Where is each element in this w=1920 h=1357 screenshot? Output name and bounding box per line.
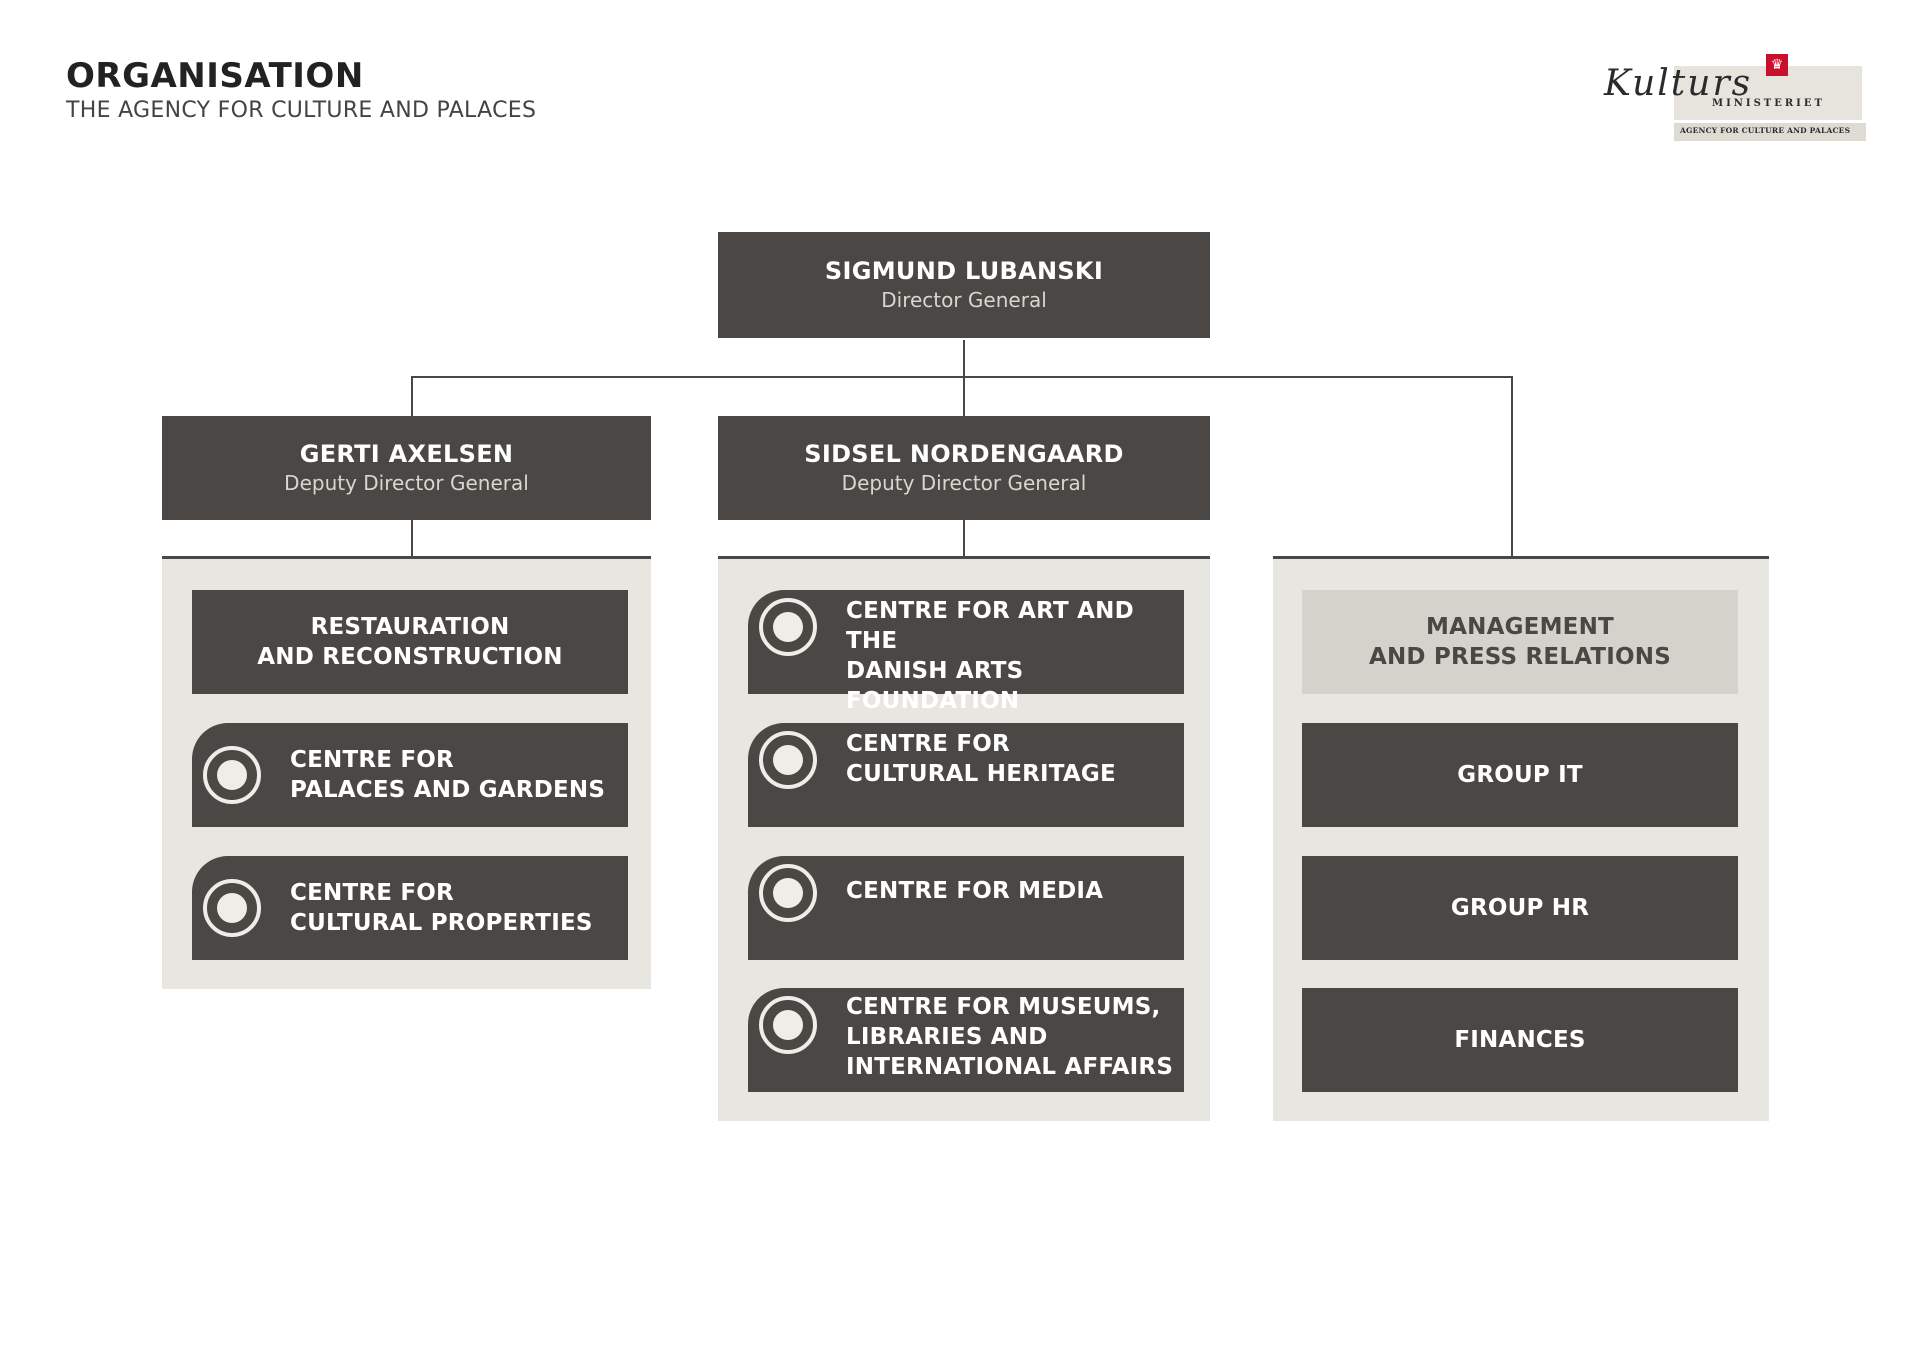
director-role: Director General xyxy=(881,288,1047,312)
unit-label: CENTRE FOR PALACES AND GARDENS xyxy=(290,747,606,803)
director-box xyxy=(718,232,1210,338)
page-subtitle: THE AGENCY FOR CULTURE AND PALACES xyxy=(66,98,537,123)
unit-label: CENTRE FOR MEDIA xyxy=(846,878,1104,904)
crown-icon: ♛ xyxy=(1766,54,1788,76)
centre-box xyxy=(192,856,628,960)
centre-ring-icon xyxy=(759,731,817,789)
unit-label: GROUP HR xyxy=(1450,895,1590,921)
unit-label: CENTRE FOR CULTURAL PROPERTIES xyxy=(290,880,593,936)
page-title: ORGANISATION xyxy=(66,56,364,96)
unit-box xyxy=(1302,988,1738,1092)
centre-ring-icon xyxy=(759,996,817,1054)
deputy-role: Deputy Director General xyxy=(284,471,529,495)
unit-label: CENTRE FOR ART AND THE DANISH ARTS FOUNDATION xyxy=(846,598,1134,714)
centre-box xyxy=(748,856,1184,960)
connector-middle-panel xyxy=(963,520,965,558)
centre-box xyxy=(192,723,628,827)
logo-agency-text: AGENCY FOR CULTURE AND PALACES xyxy=(1680,126,1851,135)
unit-label: CENTRE FOR MUSEUMS, LIBRARIES AND INTERNATIONAL AFFAIRS xyxy=(846,994,1174,1080)
deputy-box-left xyxy=(162,416,651,520)
logo-script-text: Kulturs xyxy=(1604,63,1753,104)
centre-ring-icon xyxy=(203,746,261,804)
page-heading xyxy=(66,56,536,123)
connector-horizontal xyxy=(411,376,1513,378)
logo-ministry-text: MINISTERIET xyxy=(1712,98,1825,109)
centre-box xyxy=(748,988,1184,1092)
unit-box xyxy=(192,590,628,694)
deputy-role: Deputy Director General xyxy=(841,471,1087,495)
unit-label: RESTAURATION AND RECONSTRUCTION xyxy=(257,614,563,670)
centre-ring-icon xyxy=(759,864,817,922)
centre-ring-icon xyxy=(759,598,817,656)
centre-box xyxy=(748,590,1184,714)
director-name: SIGMUND LUBANSKI xyxy=(824,257,1104,285)
deputy-box-middle xyxy=(718,416,1210,520)
centre-ring-icon xyxy=(203,879,261,937)
connector-left-deputy xyxy=(411,376,413,418)
unit-label: GROUP IT xyxy=(1457,762,1583,788)
connector-left-panel xyxy=(411,520,413,558)
deputy-name: SIDSEL NORDENGAARD xyxy=(804,440,1124,468)
connector-director-down xyxy=(963,340,965,418)
unit-box xyxy=(1302,856,1738,960)
unit-label: MANAGEMENT AND PRESS RELATIONS xyxy=(1368,614,1672,670)
unit-box xyxy=(1302,723,1738,827)
unit-box xyxy=(1302,590,1738,694)
unit-label: CENTRE FOR CULTURAL HERITAGE xyxy=(846,731,1116,787)
centre-box xyxy=(748,723,1184,827)
ministry-logo xyxy=(1604,50,1866,142)
unit-label: FINANCES xyxy=(1454,1027,1586,1053)
deputy-name: GERTI AXELSEN xyxy=(299,440,514,468)
connector-right-column xyxy=(1511,376,1513,558)
